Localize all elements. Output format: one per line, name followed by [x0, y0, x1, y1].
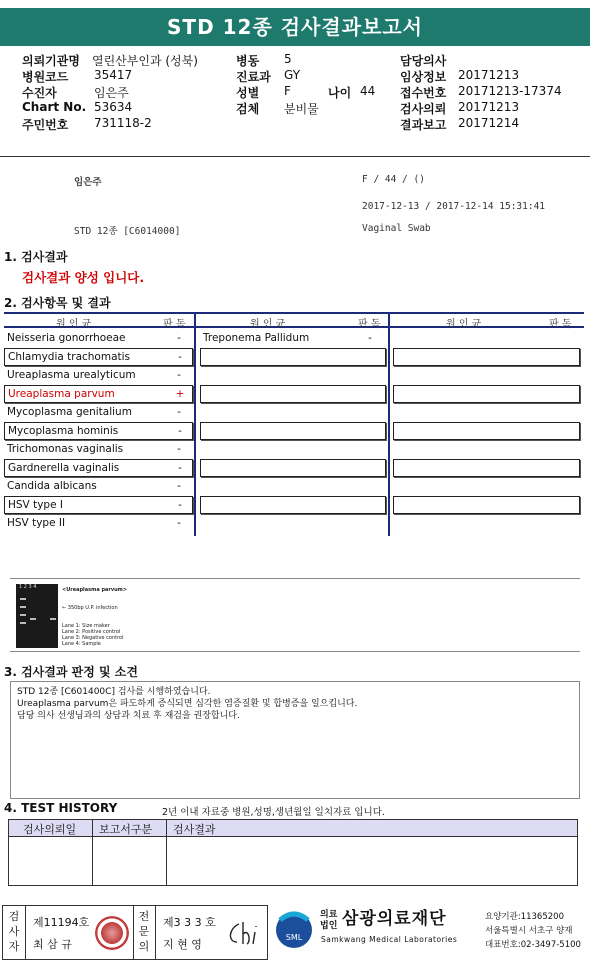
empty-result-box — [393, 348, 580, 366]
signature-icon — [225, 920, 263, 948]
gel-legend-1: Lane 1: Size maker — [62, 623, 110, 629]
empty-result-box — [200, 422, 386, 440]
pathogen-name: Neisseria gonorrhoeae — [7, 332, 126, 344]
pathogen-name: Mycoplasma genitalium — [7, 406, 132, 418]
history-header — [9, 820, 577, 837]
positive-result: 검사결과 양성 입니다. — [22, 270, 145, 285]
section4-title: 4. TEST HISTORY — [4, 801, 118, 815]
specimen-value: 분비물 — [284, 102, 319, 116]
col-pathogen-3: 원 인 균 — [446, 319, 482, 330]
history-separator — [92, 820, 93, 885]
result-row — [4, 330, 193, 348]
age-label: 나이 — [328, 86, 352, 100]
ward-label: 병동 — [236, 54, 260, 68]
clinical-value: 20171213 — [458, 68, 520, 82]
pathogen-result: - — [178, 351, 182, 363]
col-result-3: 판 독 — [549, 319, 572, 330]
receipt-value: 20171213-17374 — [458, 84, 562, 98]
pathogen-name: Ureaplasma urealyticum — [7, 369, 136, 381]
section1-title: 1. 검사결과 — [4, 250, 68, 264]
specialist-name: 지 현 영 — [163, 938, 202, 951]
result-grid — [4, 312, 584, 536]
gel-title: <Ureaplasma parvum> — [62, 587, 128, 593]
sub-specimen: Vaginal Swab — [362, 223, 431, 234]
pathogen-name: Chlamydia trachomatis — [8, 351, 131, 363]
result-row — [200, 330, 386, 348]
opinion-line-2: Ureaplasma parvum은 파도하게 증식되면 심각한 염증질환 및 합병증을 일으킵니다. — [17, 699, 358, 709]
report-label: 결과보고 — [400, 118, 447, 132]
signature-box — [2, 905, 268, 960]
seal-stamp — [95, 916, 129, 950]
pathogen-name: HSV type I — [8, 499, 63, 511]
pathogen-name: Mycoplasma hominis — [8, 425, 119, 437]
history-separator — [166, 820, 167, 885]
age-value: 44 — [360, 84, 376, 98]
dept-value: GY — [284, 68, 301, 82]
empty-result-box — [393, 459, 580, 477]
result-row — [4, 459, 193, 477]
patient-info — [22, 52, 582, 132]
opinion-box — [10, 681, 580, 799]
examiner-name: 최 삼 규 — [33, 938, 72, 951]
institution-label: 의뢰기관명 — [22, 54, 80, 68]
divider — [0, 156, 590, 157]
history-note: 2년 이내 자료중 병원,성명,생년월일 일치자료 입니다. — [162, 807, 385, 818]
patient-label: 수진자 — [22, 86, 57, 100]
report-title: STD 12종 검사결과보고서 — [0, 8, 590, 46]
result-row — [4, 404, 193, 422]
request-label: 검사의뢰 — [400, 102, 447, 116]
result-row — [4, 422, 193, 440]
history-table — [8, 819, 578, 886]
org-address: 서울특별시 서초구 양재 — [485, 926, 573, 936]
empty-result-box — [200, 496, 386, 514]
col-result-2: 판 독 — [358, 319, 381, 330]
pathogen-result: - — [178, 425, 182, 437]
result-row — [4, 367, 193, 385]
pathogen-result: - — [178, 499, 182, 511]
sex-value: F — [284, 84, 291, 98]
examiner-no: 제11194호 — [33, 916, 90, 929]
gel-legend-3: Lane 3: Negative control — [62, 635, 124, 641]
section3-title: 3. 검사결과 판정 및 소견 — [4, 665, 138, 679]
pathogen-result: - — [177, 517, 181, 529]
sub-dates: 2017-12-13 / 2017-12-14 15:31:41 — [362, 201, 546, 212]
pathogen-result: - — [368, 332, 372, 344]
sub-sex-age: F / 44 / () — [362, 174, 425, 185]
logo-text: SML — [285, 933, 303, 942]
pathogen-name: Ureaplasma parvum — [8, 388, 115, 400]
report-value: 20171214 — [458, 116, 520, 130]
pathogen-name: Gardnerella vaginalis — [8, 462, 120, 474]
pathogen-name: Candida albicans — [7, 480, 97, 492]
gel-legend-4: Lane 4: Sample — [62, 641, 101, 647]
grid-divider-2 — [388, 312, 390, 536]
pathogen-result: - — [177, 369, 181, 381]
org-phone: 대표번호:02-3497-5100 — [485, 940, 581, 950]
receipt-label: 접수번호 — [400, 86, 447, 100]
sub-test-code: STD 12종 [C6014000] — [74, 226, 181, 237]
col-result-1: 판 독 — [163, 319, 186, 330]
chart-label: Chart No. — [22, 100, 87, 114]
pathogen-name: Treponema Pallidum — [203, 332, 310, 344]
specialist-no: 제3 3 3 호 — [163, 916, 216, 929]
gel-legend-2: Lane 2: Positive control — [62, 629, 121, 635]
empty-result-box — [393, 385, 580, 403]
org-prefix-bottom: 법인 — [320, 921, 338, 931]
examiner-label: 검사자 — [8, 910, 20, 953]
org-code: 요양기관:11365200 — [485, 912, 564, 922]
empty-result-box — [200, 385, 386, 403]
result-row — [4, 441, 193, 459]
id-label: 주민번호 — [22, 118, 69, 132]
specimen-label: 검체 — [236, 102, 260, 116]
opinion-line-1: STD 12종 [C601400C] 검사를 시행하였습니다. — [17, 687, 211, 697]
sex-label: 성별 — [236, 86, 260, 100]
hospital-code-value: 35417 — [94, 68, 133, 82]
history-col-result: 검사결과 — [173, 823, 216, 836]
empty-result-box — [393, 422, 580, 440]
id-value: 731118-2 — [94, 116, 152, 130]
history-col-type: 보고서구분 — [99, 823, 153, 836]
gel-lanes: 1 2 3 4 — [19, 584, 37, 590]
patient-value: 임은주 — [94, 86, 129, 100]
hospital-code-label: 병원코드 — [22, 70, 69, 84]
ward-value: 5 — [284, 52, 292, 66]
pathogen-result: - — [177, 406, 181, 418]
gel-electrophoresis-image — [16, 584, 58, 648]
request-value: 20171213 — [458, 100, 520, 114]
org-prefix-top: 의료 — [320, 910, 338, 920]
org-name: 삼광의료재단 — [342, 909, 447, 929]
pathogen-result: - — [177, 332, 181, 344]
pathogen-result: - — [177, 480, 181, 492]
section2-title: 2. 검사항목 및 결과 — [4, 296, 111, 310]
org-english-name: Samkwang Medical Laboratories — [321, 935, 458, 944]
opinion-line-3: 담당 의사 선생님과의 상담과 치료 후 재검을 권장합니다. — [17, 711, 240, 721]
result-row — [4, 496, 193, 514]
doctor-label: 담당의사 — [400, 54, 447, 68]
institution-value: 열린산부인과 (성북) — [92, 54, 198, 68]
pathogen-name: HSV type II — [7, 517, 66, 529]
gel-band-label: ← 350bp U.P. infection — [62, 605, 118, 611]
pathogen-name: Trichomonas vaginalis — [7, 443, 124, 455]
specialist-label: 전문의 — [138, 910, 150, 953]
empty-result-box — [200, 348, 386, 366]
pathogen-result: - — [177, 443, 181, 455]
empty-result-box — [200, 459, 386, 477]
grid-header — [4, 312, 584, 328]
grid-divider-1 — [194, 312, 196, 536]
result-row — [4, 385, 193, 403]
dept-label: 진료과 — [236, 70, 271, 84]
empty-result-box — [393, 496, 580, 514]
pathogen-result: + — [175, 388, 185, 400]
col-pathogen-1: 원 인 균 — [56, 319, 92, 330]
clinical-label: 임상정보 — [400, 70, 447, 84]
result-row — [4, 478, 193, 496]
result-row — [4, 515, 193, 533]
gel-image-panel — [10, 578, 580, 652]
chart-value: 53634 — [94, 100, 133, 114]
sml-logo-icon — [272, 906, 316, 950]
sub-patient-name: 임은주 — [74, 177, 102, 188]
pathogen-result: - — [178, 462, 182, 474]
history-col-date: 검사의뢰일 — [23, 823, 77, 836]
col-pathogen-2: 원 인 균 — [250, 319, 286, 330]
result-row — [4, 348, 193, 366]
